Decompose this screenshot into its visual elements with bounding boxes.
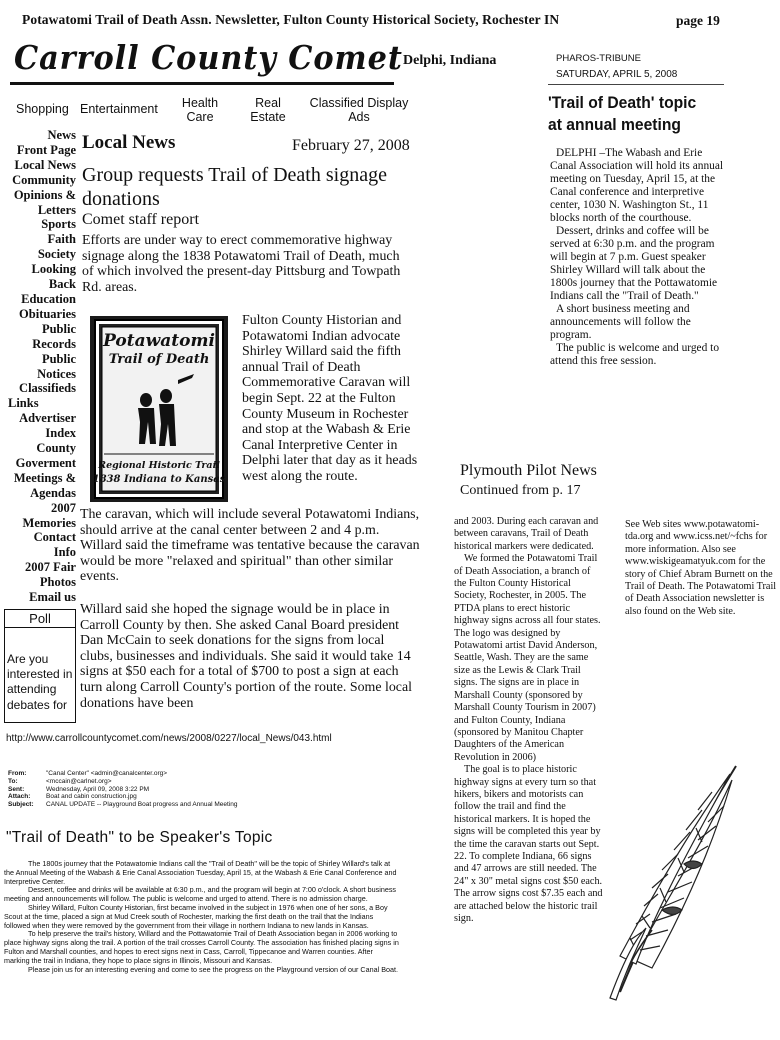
sidebar-link[interactable]: Sports bbox=[41, 217, 76, 232]
pharos-headline: 'Trail of Death' topic at annual meeting bbox=[548, 93, 697, 134]
sidebar-link[interactable]: Opinions & bbox=[13, 187, 76, 202]
poll-title: Poll bbox=[5, 610, 75, 628]
sidebar-link[interactable]: County bbox=[36, 441, 76, 456]
article-paragraph: Fulton County Historian and Potawatomi Indian advocate Shirley Willard said the fifth annual Trail of Death Commemorative Caravan will begin Sept. 22 at the Fulton County Museum in Rochester and stop at the Wabash & Erie Canal Interpretive Center in Delphi later that day as it heads west along the route. bbox=[242, 313, 418, 484]
sidebar-link[interactable]: Back bbox=[48, 277, 76, 292]
email-to-label: To: bbox=[8, 777, 18, 785]
sign-title: Potawatomi bbox=[103, 331, 215, 351]
plymouth-column-1 bbox=[454, 516, 604, 925]
sidebar-link[interactable]: Front Page bbox=[16, 142, 76, 157]
sidebar-link[interactable]: Contact bbox=[33, 530, 76, 545]
sidebar-link[interactable]: Obituaries bbox=[19, 306, 76, 321]
sidebar-link[interactable]: Meetings & bbox=[13, 470, 76, 485]
article-paragraph: The caravan, which will include several Potawatomi Indians, should arrive at the canal center between 2 and 4 p.m. Willard said the timeframe was tentative because the caravan would be more "relaxed and spiritual" than other similar events. bbox=[80, 507, 420, 585]
article-date: February 27, 2008 bbox=[292, 137, 410, 154]
newsletter-header: Potawatomi Trail of Death Assn. Newsletter, Fulton County Historical Society, Rochester IN bbox=[22, 12, 560, 27]
plymouth-paragraph: See Web sites www.potawatomi-tda.org and www.icss.net/~fchs for more information. Also see www.wiskigeamatyuk.com for the story of Chief Abram Burnett on the Trail of Death. The Potawatomi Trail of Death Association newsletter is also found on the Web site. bbox=[625, 519, 777, 617]
pharos-paragraph: Dessert, drinks and coffee will be served at 6:30 p.m. and the program will begin at 7 p.m. Guest speaker Shirley Willard will talk about the 1800s journey that the Pottawatomie Indians call the "Trail of Death." bbox=[550, 225, 718, 302]
pharos-date: SATURDAY, APRIL 5, 2008 bbox=[556, 69, 678, 80]
comet-masthead: Carroll County Comet bbox=[14, 38, 403, 77]
feathers-illustration bbox=[590, 760, 750, 1010]
plymouth-paragraph: The goal is to place historic highway signs at every turn so that hikers, bikers and motorists can follow the trail and find the historical markers. It is hoped the signs will be completed this year by the time the caravan starts out Sept. 22. To complete Indiana, 66 signs and 47 arrows are still needed. The 24" x 30" metal signs cost $50 each. The arrow signs cost $7.35 each and are attached below the historic trail sign. bbox=[454, 764, 603, 924]
sign-line4: 1838 Indiana to Kansas bbox=[92, 474, 226, 485]
email-header bbox=[8, 770, 238, 809]
trail-sign-image bbox=[90, 316, 228, 502]
nav-entertainment[interactable]: Entertainment bbox=[80, 102, 158, 116]
masthead-rule bbox=[10, 82, 394, 85]
sidebar-link[interactable]: Classifieds bbox=[19, 381, 76, 396]
nav-real-estate[interactable]: Real Estate bbox=[250, 96, 286, 124]
poll-box bbox=[4, 609, 76, 723]
article-url[interactable]: http://www.carrollcountycomet.com/news/2008/0227/local_News/043.html bbox=[6, 733, 332, 744]
plymouth-column-2 bbox=[625, 519, 777, 618]
sign-subtitle: Trail of Death bbox=[108, 352, 210, 367]
nav-classified-display-ads[interactable]: Classified Display Ads bbox=[309, 96, 409, 124]
sidebar-link[interactable]: Letters bbox=[37, 202, 76, 217]
email-sent: Wednesday, April 09, 2008 3:22 PM bbox=[46, 785, 150, 793]
sidebar-link[interactable]: Photos bbox=[39, 575, 76, 590]
sidebar-link[interactable]: 2007 Fair bbox=[24, 560, 76, 575]
email-from-label: From: bbox=[8, 770, 27, 777]
speaker-paragraph: To help preserve the trail's history, Willard and the Pottawatomie Trail of Death Association began in 2006 working to place highway signs along the trail. A portion of the trail crosses Carroll County. The association has finished placing signs in Fulton and Marshall counties, and hopes to erect signs next in Cass, Carroll, Tippecanoe and Warren counties. After marking the trail in Indiana, they hope to place signs in Illinois, Missouri and Kansas. bbox=[4, 929, 399, 965]
sidebar-link[interactable]: Email us bbox=[29, 590, 76, 605]
email-to: <mccain@carlnet.org> bbox=[46, 777, 112, 785]
comet-sidebar bbox=[8, 128, 76, 605]
sidebar-link[interactable]: Local News bbox=[14, 157, 76, 172]
article-paragraph: Willard said she hoped the signage would be in place in Carroll County by then. She asked Canal Board president Dan McCain to seek donations for the signs from local clubs, businesses and individuals. She said it would take 14 signs at $50 each for a total of $700 to post a sign at each turn along Carroll County's portion of the route. Some local donations have been bbox=[80, 602, 412, 711]
sidebar-link[interactable]: Public bbox=[41, 321, 76, 336]
article-paragraph: Efforts are under way to erect commemorative highway signage along the 1838 Potawatomi Trail of Death, much of which involved the present-day Pittsburg and Towpath Rd. areas. bbox=[82, 233, 401, 295]
speaker-paragraph: The 1800s journey that the Potawatomie Indians call the "Trail of Death" will be the topic of Shirley Willard's talk at the Annual Meeting of the Wabash & Erie Canal Association Tuesday, April 15, at the Wabash & Erie Canal Conference and Interpretive Center. bbox=[4, 859, 397, 886]
sidebar-link[interactable]: Index bbox=[45, 426, 76, 441]
pharos-body bbox=[550, 147, 726, 368]
email-attach-label: Attach: bbox=[8, 793, 31, 801]
nav-health-care[interactable]: Health Care bbox=[181, 96, 219, 124]
sidebar-link[interactable]: 2007 bbox=[51, 500, 76, 515]
sidebar-link[interactable]: Advertiser bbox=[19, 411, 76, 426]
sidebar-link[interactable]: Memories bbox=[22, 515, 76, 530]
email-subject-label: Subject: bbox=[8, 801, 34, 809]
pharos-paragraph: DELPHI –The Wabash and Erie Canal Association will hold its annual meeting on Tuesday, April 15, at the Canal conference and interpretive center, 1030 N. Washington St., 11 blocks north of the courthouse. bbox=[550, 147, 724, 224]
sidebar-link[interactable]: Looking bbox=[31, 262, 76, 277]
sign-line3: Regional Historic Trail bbox=[98, 460, 220, 471]
plymouth-title: Plymouth Pilot News bbox=[460, 462, 597, 479]
sidebar-link[interactable]: Notices bbox=[37, 366, 76, 381]
email-from: "Canal Center" <admin@canalcenter.org> bbox=[46, 770, 168, 777]
speaker-paragraph: Please join us for an interesting evening and come to see the progress on the Playground version of our Canal Boat. bbox=[28, 964, 398, 974]
speaker-body bbox=[4, 860, 400, 974]
comet-nav bbox=[12, 96, 432, 126]
sidebar-link[interactable]: Education bbox=[21, 291, 76, 306]
nav-shopping[interactable]: Shopping bbox=[16, 102, 69, 116]
article-byline: Comet staff report bbox=[82, 211, 200, 228]
section-title: Local News bbox=[82, 132, 176, 153]
sidebar-link[interactable]: Info bbox=[53, 545, 76, 560]
sidebar-link[interactable]: Links bbox=[8, 396, 39, 411]
pharos-paragraph: The public is welcome and urged to attend this free session. bbox=[550, 342, 720, 367]
sidebar-link[interactable]: Agendas bbox=[30, 485, 76, 500]
sidebar-link[interactable]: Society bbox=[37, 247, 76, 262]
sidebar-link[interactable]: News bbox=[47, 128, 76, 142]
pharos-rule bbox=[548, 84, 724, 85]
page-number: page 19 bbox=[676, 13, 720, 28]
sidebar-link[interactable]: Goverment bbox=[15, 455, 76, 470]
speaker-title: "Trail of Death" to be Speaker's Topic bbox=[6, 829, 273, 846]
sidebar-link[interactable]: Faith bbox=[47, 232, 76, 247]
speaker-paragraph: Shirley Willard, Fulton County Historian, first became involved in the subject in 1976 when one of her sons, a Boy Scout at the time, placed a sign at Mud Creek south of Rochester, marking the first death on the trail that the Indians followed when they were removed by the government from their village in northern Indiana to new lands in Kansas. bbox=[4, 902, 388, 930]
sidebar-link[interactable]: Records bbox=[32, 336, 76, 351]
sidebar-link[interactable]: Public bbox=[41, 351, 76, 366]
speaker-paragraph: Dessert, coffee and drinks will be available at 6:30 p.m., and the program will begin at 7:00 o'clock. A short business meeting and announcements will follow. The public is welcome and urged to attend. There is no admission charge. bbox=[4, 885, 397, 904]
email-subject: CANAL UPDATE -- Playground Boat progress and Annual Meeting bbox=[46, 801, 238, 809]
pharos-paper: PHAROS-TRIBUNE bbox=[556, 53, 641, 64]
plymouth-paragraph: and 2003. During each caravan and between caravans, Trail of Death historical markers were dedicated. bbox=[454, 516, 599, 552]
comet-location: Delphi, Indiana bbox=[403, 53, 497, 68]
sidebar-link[interactable]: Community bbox=[12, 172, 76, 187]
article-headline: Group requests Trail of Death signage donations bbox=[82, 164, 387, 210]
plymouth-subtitle: Continued from p. 17 bbox=[460, 483, 581, 498]
pharos-paragraph: A short business meeting and announcements will follow the program. bbox=[550, 303, 691, 341]
plymouth-paragraph: We formed the Potawatomi Trail of Death Association, a branch of the Fulton County Historical Society, Rochester, in 2005. The PTDA plans to erect historic highway signs across all four states. The logo was designed by Potawatomi artist David Anderson, Seattle, Wash. They are the same size as the Lewis & Clark Trail signs. The signs are in place in Marshall County (sponsored by Marshall County Tourism in 2007) and Fulton County, Indiana (sponsored by Manitou Chapter Daughters of the American Revolution in 2006) bbox=[454, 553, 601, 763]
poll-question: Are you interested in attending debates for bbox=[7, 652, 73, 712]
email-sent-label: Sent: bbox=[8, 785, 25, 793]
email-attach: Boat and cabin construction.jpg bbox=[46, 793, 137, 801]
